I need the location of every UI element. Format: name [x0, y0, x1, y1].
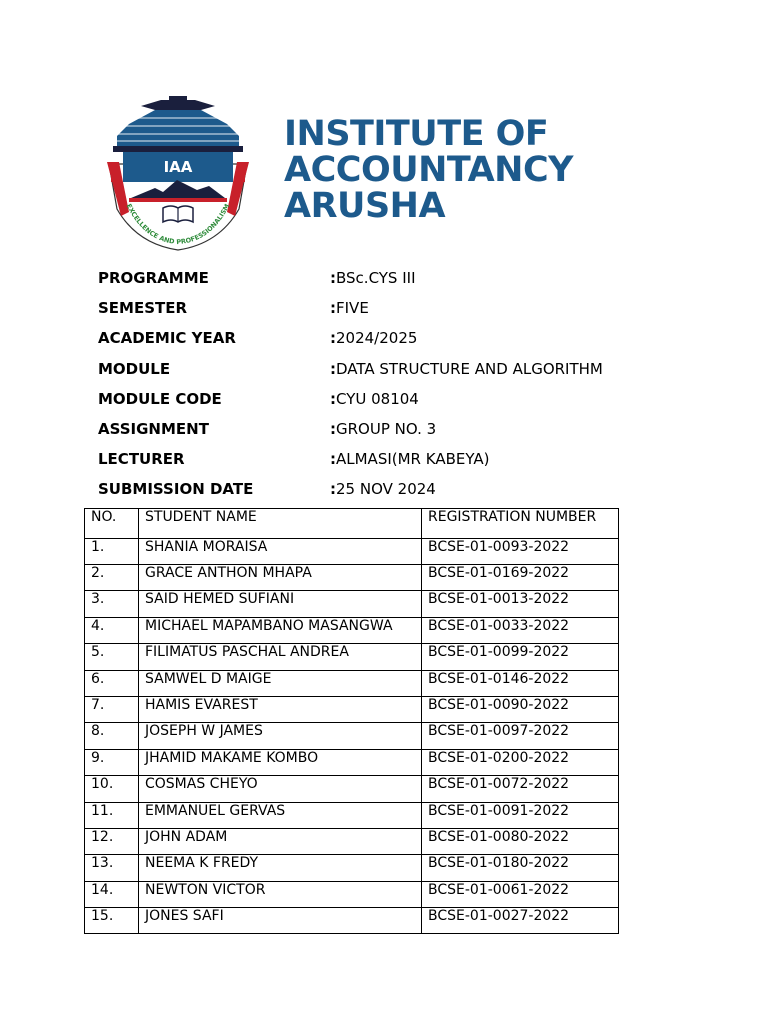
student-name: GRACE ANTHON MHAPA: [139, 565, 422, 591]
student-name: HAMIS EVAREST: [139, 696, 422, 722]
table-row: [85, 828, 619, 854]
student-name: JONES SAFI: [139, 908, 422, 934]
registration-number: BCSE-01-0072-2022: [422, 776, 619, 802]
registration-number: BCSE-01-0033-2022: [422, 617, 619, 643]
row-number: 7.: [85, 696, 139, 722]
institution-name-line-3: ARUSHA: [284, 186, 446, 226]
row-number: 8.: [85, 723, 139, 749]
row-number: 4.: [85, 617, 139, 643]
table-row: [85, 855, 619, 881]
institution-name-line-1: INSTITUTE OF: [284, 114, 549, 154]
institute-logo: [99, 94, 257, 252]
registration-number: BCSE-01-0097-2022: [422, 723, 619, 749]
student-name: JHAMID MAKAME KOMBO: [139, 749, 422, 775]
registration-number: BCSE-01-0090-2022: [422, 696, 619, 722]
student-name: NEWTON VICTOR: [139, 881, 422, 907]
student-name: JOHN ADAM: [139, 828, 422, 854]
row-number: 6.: [85, 670, 139, 696]
table-row: [85, 881, 619, 907]
registration-number: BCSE-01-0200-2022: [422, 749, 619, 775]
info-label: ASSIGNMENT: [98, 419, 209, 438]
registration-number: BCSE-01-0027-2022: [422, 908, 619, 934]
registration-number: BCSE-01-0080-2022: [422, 828, 619, 854]
table-row: [85, 644, 619, 670]
student-name: SHANIA MORAISA: [139, 539, 422, 565]
table-row: [85, 723, 619, 749]
info-value: 2024/2025: [336, 329, 418, 348]
registration-number: BCSE-01-0169-2022: [422, 565, 619, 591]
info-row-academic-year: ACADEMIC YEAR :2024/2025: [98, 325, 658, 355]
info-value: DATA STRUCTURE AND ALGORITHM: [336, 359, 603, 378]
info-label: SUBMISSION DATE: [98, 480, 254, 499]
table-row: [85, 802, 619, 828]
row-number: 12.: [85, 828, 139, 854]
table-row: [85, 617, 619, 643]
info-label: MODULE CODE: [98, 389, 222, 408]
header-student-name: STUDENT NAME: [139, 509, 422, 539]
info-row-programme: PROGRAMME :BSc.CYS III: [98, 265, 658, 295]
logo-initials: IAA: [163, 158, 193, 176]
row-number: 11.: [85, 802, 139, 828]
assignment-info: [98, 265, 658, 507]
row-number: 5.: [85, 644, 139, 670]
table-row: [85, 565, 619, 591]
row-number: 10.: [85, 776, 139, 802]
info-value: 25 NOV 2024: [336, 480, 436, 499]
info-row-module-code: MODULE CODE :CYU 08104: [98, 386, 658, 416]
student-table: [84, 508, 619, 934]
row-number: 3.: [85, 591, 139, 617]
info-label: MODULE: [98, 359, 171, 378]
info-value: FIVE: [336, 299, 369, 318]
info-row-lecturer: LECTURER :ALMASI(MR KABEYA): [98, 446, 658, 476]
row-number: 15.: [85, 908, 139, 934]
registration-number: BCSE-01-0061-2022: [422, 881, 619, 907]
student-name: FILIMATUS PASCHAL ANDREA: [139, 644, 422, 670]
info-value: GROUP NO. 3: [336, 419, 437, 438]
info-row-module: MODULE :DATA STRUCTURE AND ALGORITHM: [98, 356, 658, 386]
table-row: [85, 696, 619, 722]
row-number: 14.: [85, 881, 139, 907]
registration-number: BCSE-01-0180-2022: [422, 855, 619, 881]
header-registration-number: REGISTRATION NUMBER: [422, 509, 619, 539]
header-no: NO.: [85, 509, 139, 539]
row-number: 9.: [85, 749, 139, 775]
info-row-semester: SEMESTER :FIVE: [98, 295, 658, 325]
student-name: EMMANUEL GERVAS: [139, 802, 422, 828]
registration-number: BCSE-01-0093-2022: [422, 539, 619, 565]
institution-name-line-2: ACCOUNTANCY: [284, 150, 573, 190]
student-name: COSMAS CHEYO: [139, 776, 422, 802]
info-value: BSc.CYS III: [336, 269, 416, 287]
student-name: SAID HEMED SUFIANI: [139, 591, 422, 617]
student-name: JOSEPH W JAMES: [139, 723, 422, 749]
info-label: ACADEMIC YEAR: [98, 329, 236, 348]
table-row: [85, 539, 619, 565]
row-number: 1.: [85, 539, 139, 565]
table-row: [85, 591, 619, 617]
info-label: SEMESTER: [98, 299, 188, 318]
info-row-submission-date: SUBMISSION DATE :25 NOV 2024: [98, 476, 658, 506]
row-number: 2.: [85, 565, 139, 591]
info-label: LECTURER: [98, 450, 185, 469]
info-value: CYU 08104: [336, 389, 419, 408]
table-row: [85, 908, 619, 934]
student-name: MICHAEL MAPAMBANO MASANGWA: [139, 617, 422, 643]
info-label: PROGRAMME: [98, 269, 209, 287]
row-number: 13.: [85, 855, 139, 881]
logo-motto: EXCELLENCE AND PROFESSIONALISM: [124, 202, 232, 247]
registration-number: BCSE-01-0099-2022: [422, 644, 619, 670]
registration-number: BCSE-01-0013-2022: [422, 591, 619, 617]
info-row-assignment: ASSIGNMENT :GROUP NO. 3: [98, 416, 658, 446]
institution-name: [284, 116, 573, 224]
info-value: ALMASI(MR KABEYA): [336, 450, 490, 469]
table-header-row: [85, 509, 619, 539]
student-name: SAMWEL D MAIGE: [139, 670, 422, 696]
student-name: NEEMA K FREDY: [139, 855, 422, 881]
table-row: [85, 776, 619, 802]
table-row: [85, 749, 619, 775]
registration-number: BCSE-01-0091-2022: [422, 802, 619, 828]
table-row: [85, 670, 619, 696]
registration-number: BCSE-01-0146-2022: [422, 670, 619, 696]
